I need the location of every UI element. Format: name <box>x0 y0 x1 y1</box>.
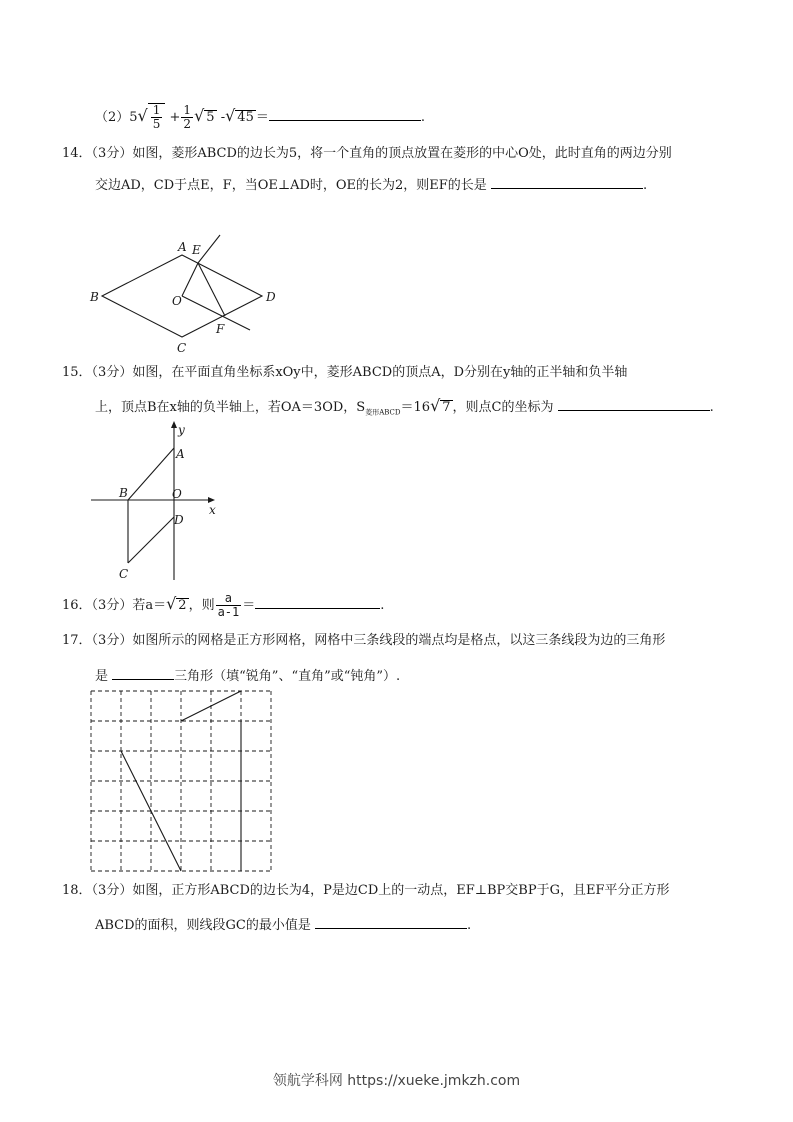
y-arrow-icon <box>171 421 177 428</box>
q18-line1: 18．（3分）如图，正方形ABCD的边长为4，P是边CD上的一动点，EF⊥BP交BP于G，且EF平分正方形 <box>62 883 670 898</box>
segment-BA <box>128 448 174 500</box>
label-B: B <box>119 486 128 500</box>
radicand-2: 2 <box>178 598 187 613</box>
label-F: F <box>216 322 225 336</box>
q18-line2 <box>95 914 471 936</box>
label-O: O <box>172 294 182 308</box>
q14-line2-text: 交边AD，CD于点E，F，当OE⊥AD时，OE的长为2，则EF的长是 <box>95 178 487 193</box>
answer-blank-14[interactable] <box>491 174 643 189</box>
q15-end: . <box>709 400 714 415</box>
label-D: D <box>174 513 184 527</box>
label-O: O <box>172 487 182 501</box>
dashed-grid <box>91 691 271 871</box>
q16-num: a <box>216 592 242 606</box>
segment-EF <box>198 263 225 316</box>
radical-sign-icon: √ <box>194 106 205 125</box>
q13-prefix: （2）5 <box>95 110 138 125</box>
radical-sign-icon: √ <box>137 106 148 125</box>
label-C: C <box>119 567 129 581</box>
q15-line1: 15．（3分）如图，在平面直角坐标系xOy中，菱形ABCD的顶点A，D分别在y轴的正半轴和负半轴 <box>62 365 628 380</box>
fraction-1 <box>151 104 163 131</box>
q16-mid: ，则 <box>188 598 215 613</box>
q16-line <box>62 592 384 619</box>
label-y: y <box>178 423 185 437</box>
q16-fraction <box>216 592 242 619</box>
radical-sign-icon: √ <box>225 106 236 125</box>
q15-line2b: ＝16 <box>400 400 431 415</box>
grid-figure-17 <box>88 690 276 876</box>
radical-frac <box>148 103 166 131</box>
fraction-2-den: 2 <box>183 117 192 131</box>
radical-sign-icon: √ <box>166 594 177 613</box>
q16-eq: ＝ <box>242 598 256 613</box>
label-C: C <box>177 341 187 355</box>
q17-line2b: 三角形（填“锐角”、“直角”或“钝角”）. <box>174 669 401 684</box>
answer-blank-18[interactable] <box>315 914 467 929</box>
fraction-1-den: 5 <box>152 117 161 131</box>
q17-line2a: 是 <box>95 669 109 684</box>
ray-upper <box>198 235 220 263</box>
q16-end: . <box>380 598 385 613</box>
q14-line2 <box>95 174 647 196</box>
fraction-2 <box>181 104 193 131</box>
label-B: B <box>90 290 99 304</box>
segment-1 <box>181 691 241 721</box>
q15-line2c: ，则点C的坐标为 <box>452 400 554 415</box>
label-x: x <box>209 503 216 517</box>
q17-line2 <box>95 665 400 687</box>
q18-end: . <box>467 918 472 933</box>
radical-sign-icon: √ <box>430 396 441 415</box>
answer-blank-13[interactable] <box>269 106 421 121</box>
segment-OE <box>182 263 198 296</box>
fraction-2-num: 1 <box>183 103 192 117</box>
radicand-7: 7 <box>442 400 451 415</box>
q17-line1: 17．（3分）如图所示的网格是正方形网格，网格中三条线段的端点均是格点，以这三条线段为边的三角形 <box>62 633 666 648</box>
segment-CD <box>128 517 174 563</box>
q18-line2-text: ABCD的面积，则线段GC的最小值是 <box>95 918 311 933</box>
label-E: E <box>192 243 201 257</box>
q15-subscript: 菱形ABCD <box>365 408 401 417</box>
page-footer: 领航学科网 https://xueke.jmkzh.com <box>272 1073 521 1089</box>
radicand-45: 45 <box>237 110 254 125</box>
answer-blank-15[interactable] <box>558 396 710 411</box>
answer-blank-17[interactable] <box>112 665 174 680</box>
fraction-1-num: 1 <box>152 103 161 117</box>
equals-sign: ＝ <box>255 110 269 125</box>
q16-prefix: 16．（3分）若a＝ <box>62 598 167 613</box>
minus-sign: - <box>220 110 226 125</box>
q13-part2: （2）5√ $\frac{1}{5}$ + $\frac{1}{2}$ √ 5 -√ 45 ＝ . <box>95 103 425 131</box>
radicand-5: 5 <box>206 110 215 125</box>
q15-line2 <box>95 396 714 423</box>
q14-line1: 14．（3分）如图，菱形ABCD的边长为5，将一个直角的顶点放置在菱形的中心O处，此时直角的两边分别 <box>62 146 672 161</box>
label-A: A <box>178 240 187 254</box>
answer-blank-16[interactable] <box>255 594 380 609</box>
q15-line2a: 上，顶点B在x轴的负半轴上，若OA＝3OD，S <box>95 400 366 415</box>
label-A: A <box>176 447 185 461</box>
label-D: D <box>266 290 276 304</box>
end-period: . <box>420 110 425 125</box>
rhombus-figure-14 <box>80 230 290 360</box>
q14-end: . <box>642 178 648 193</box>
coordinate-figure-15 <box>86 420 231 585</box>
q16-den: a-1 <box>217 605 240 619</box>
